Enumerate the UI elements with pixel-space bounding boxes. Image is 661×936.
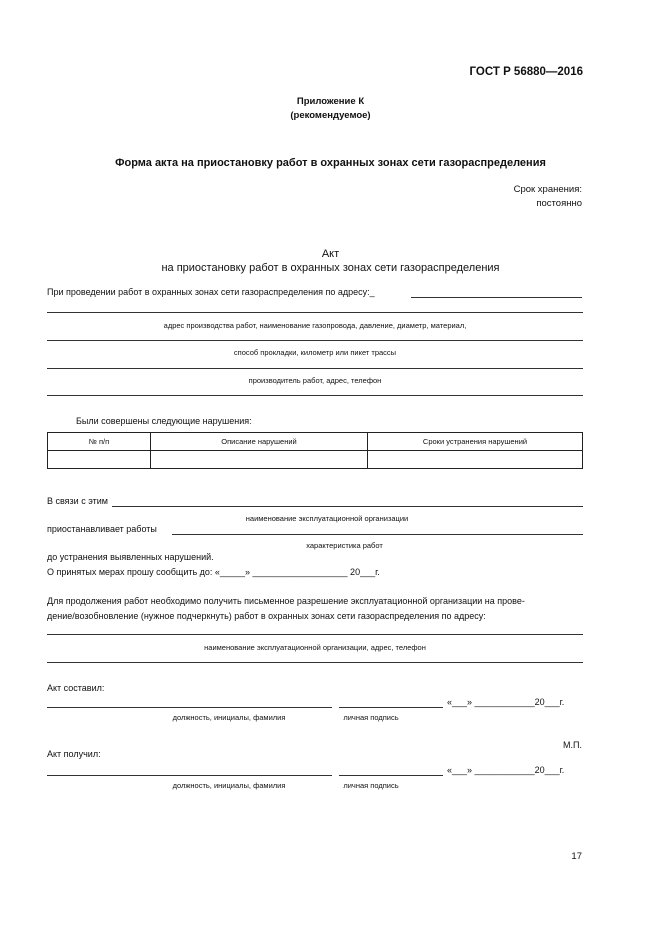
composed-label: Акт составил: (47, 683, 105, 693)
organization-caption: наименование эксплуатационной организации (245, 514, 409, 523)
cell-deadline[interactable] (368, 451, 583, 469)
violations-intro: Были совершены следующие нарушения: (76, 416, 252, 426)
address-caption-2: способ прокладки, километр или пикет трассы (233, 348, 397, 357)
suspension-line2: приостанавливает работы (47, 524, 157, 534)
received-position-line[interactable] (47, 775, 332, 776)
organization-blank[interactable] (112, 506, 583, 507)
works-blank[interactable] (172, 534, 583, 535)
received-signature-caption: личная подпись (343, 781, 399, 790)
address-caption-1: адрес производства работ, наименование газопровода, давление, диаметр, материал, (163, 321, 467, 330)
composed-position-caption: должность, инициалы, фамилия (172, 713, 286, 722)
received-signature-line[interactable] (339, 775, 443, 776)
composed-signature-line[interactable] (339, 707, 443, 708)
storage-period (514, 183, 582, 211)
suspension-line4: О принятых мерах прошу сообщить до: «_____» ___________________ 20___г. (47, 567, 380, 577)
received-position-caption: должность, инициалы, фамилия (172, 781, 286, 790)
column-deadline: Сроки устранения нарушений (368, 433, 583, 451)
composed-signature-caption: личная подпись (343, 713, 399, 722)
address-line-2[interactable] (47, 340, 583, 341)
act-title-subtitle: на приостановку работ в охранных зонах сети газораспределения (161, 262, 500, 274)
address-line-4[interactable] (47, 395, 583, 396)
document-header: ГОСТ Р 56880—2016 (469, 66, 583, 78)
cell-number[interactable] (48, 451, 151, 469)
works-caption: характеристика работ (306, 541, 383, 550)
suspension-line3: до устранения выявленных нарушений. (47, 552, 214, 562)
address-intro: При проведении работ в охранных зонах сети газораспределения по адресу:_ (47, 287, 375, 297)
appendix-title: Приложение К (296, 96, 365, 107)
appendix-heading (0, 95, 661, 123)
column-description: Описание нарушений (151, 433, 368, 451)
violations-header-row (48, 433, 583, 451)
composed-date: «___» ____________20___г. (447, 697, 565, 707)
form-title: Форма акта на приостановку работ в охранных зонах сети газораспределения (115, 157, 546, 169)
storage-label: Срок хранения: (513, 184, 582, 195)
violations-table (47, 432, 583, 469)
column-number: № п/п (48, 433, 151, 451)
appendix-note: (рекомендуемое) (290, 110, 371, 121)
address-caption-3: производитель работ, адрес, телефон (248, 376, 382, 385)
continuation-line-1[interactable] (47, 634, 583, 635)
suspension-line1: В связи с этим (47, 496, 108, 506)
address-blank[interactable] (411, 297, 582, 298)
received-date: «___» ____________20___г. (447, 765, 565, 775)
continuation-text-2: дение/возобновление (нужное подчеркнуть) работ в охранных зонах сети газораспределения по адресу: (47, 611, 486, 621)
stamp-mark: М.П. (563, 740, 582, 750)
cell-description[interactable] (151, 451, 368, 469)
received-label: Акт получил: (47, 749, 101, 759)
address-line-1[interactable] (47, 312, 583, 313)
storage-value: постоянно (536, 198, 582, 209)
continuation-line-2[interactable] (47, 662, 583, 663)
act-title-main: Акт (321, 248, 340, 260)
composed-position-line[interactable] (47, 707, 332, 708)
address-line-3[interactable] (47, 368, 583, 369)
continuation-caption: наименование эксплуатационной организации, адрес, телефон (204, 643, 426, 652)
act-title (0, 247, 661, 275)
continuation-text-1: Для продолжения работ необходимо получить письменное разрешение эксплуатационной организации на прове- (47, 596, 525, 606)
violations-empty-row (48, 451, 583, 469)
page-number: 17 (571, 851, 582, 862)
